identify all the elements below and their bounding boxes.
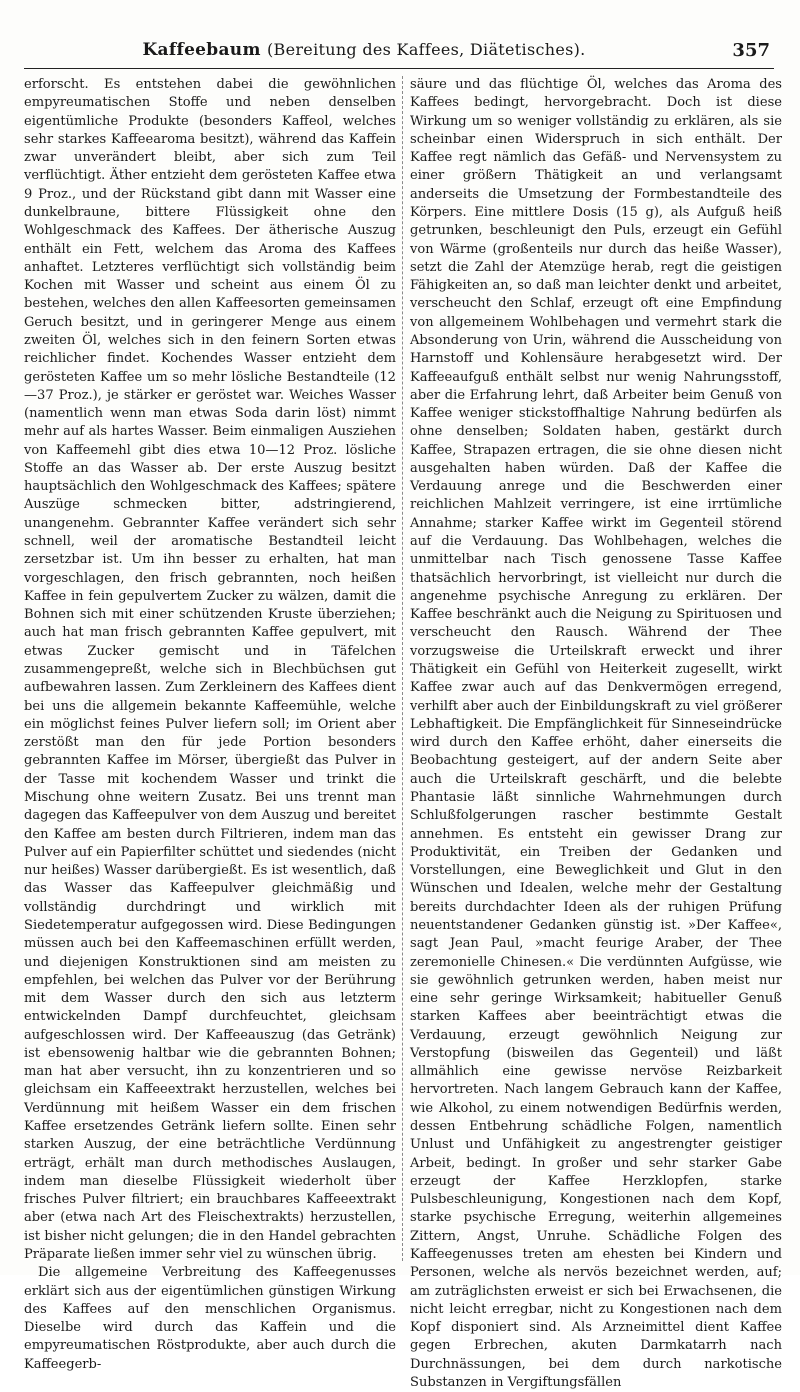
right-column	[410, 76, 782, 1390]
running-head-title: Kaffeebaum	[142, 40, 261, 60]
paragraph: säure und das flüchtige Öl, welches das Aroma des Kaffees bedingt, hervorgebracht. Doch ist diese Wirkung um so weniger vollständig zu erklären, als sie scheinbar einen Widerspruch in sich enthält. Der Kaffee regt nämlich das Gefäß- und Nervensystem zu einer größern Thätigkeit an und verlangsamt anderseits die Umsetzung der Formbestandteile des Körpers. Eine mittlere Dosis (15 g), als Aufguß heiß getrunken, beschleunigt den Puls, erzeugt ein Gefühl von Wärme (großenteils nur durch das heiße Wasser), setzt die Zahl der Atemzüge herab, regt die geistigen Fähigkeiten an, so daß man leichter denkt und arbeitet, verscheucht den Schlaf, erzeugt oft eine Empfindung von allgemeinem Wohlbehagen und vermehrt stark die Absonderung von Urin, während die Ausscheidung von Harnstoff und Kohlensäure herabgesetzt wird. Der Kaffeeaufguß enthält selbst nur wenig Nahrungsstoff, aber die Erfahrung lehrt, daß Arbeiter beim Genuß von Kaffee weniger stickstoffhaltige Nahrung bedürfen als ohne denselben; Soldaten haben, gestärkt durch Kaffee, Strapazen ertragen, die sie ohne diesen nicht ausgehalten haben würden. Daß der Kaffee die Verdauung anrege und die Beschwerden einer reichlichen Mahlzeit verringere, ist eine irrtümliche Annahme; starker Kaffee wirkt im Gegenteil störend auf die Verdauung. Das Wohlbehagen, welches die unmittelbar nach Tisch genossene Tasse Kaffee thatsächlich hervorbringt, ist vielleicht nur durch die angenehme psychische Anregung zu erklären. Der Kaffee beschränkt auch die Neigung zu Spirituosen und verscheucht den Rausch. Während der Thee vorzugsweise die Urteilskraft erweckt und ihrer Thätigkeit ein Gefühl von Heiterkeit zugesellt, wirkt Kaffee zwar auch auf das Denkvermögen erregend, verhilft aber auch der Einbildungskraft zu viel größerer Lebhaftigkeit. Die Empfänglichkeit für Sinneseindrücke wird durch den Kaffee erhöht, daher einerseits die Beobachtung gesteigert, auf der andern Seite aber auch die Urteilskraft geschärft, und die belebte Phantasie läßt sinnliche Wahrnehmungen durch Schlußfolgerungen rascher bestimmte Gestalt annehmen. Es entsteht ein gewisser Drang zur Produktivität, ein Treiben der Gedanken und Vorstellungen, eine Beweglichkeit und Glut in den Wünschen und Idealen, welche mehr der Gestaltung bereits durchdachter Ideen als der ruhigen Prüfung neuentstandener Gedanken günstig ist. »Der Kaffee«, sagt Jean Paul, »macht feurige Araber, der Thee zeremonielle Chinesen.« Die verdünnten Aufgüsse, wie sie gewöhnlich getrunken werden, haben meist nur eine sehr geringe Wirksamkeit; habitueller Genuß starken Kaffees aber beeinträchtigt etwas die Verdauung, erzeugt gewöhnlich Neigung zur Verstopfung (bisweilen das Gegenteil) und läßt allmählich eine gewisse nervöse Reizbarkeit hervortreten. Nach langem Gebrauch kann der Kaffee, wie Alkohol, zu einem notwendigen Bedürfnis werden, dessen Entbehrung schädliche Folgen, namentlich Unlust und Unfähigkeit zu angestrengter geistiger Arbeit, bedingt. In großer und sehr starker Gabe erzeugt der Kaffee Herzklopfen, starke Pulsbeschleunigung, Kongestionen nach dem Kopf, starke psychische Erregung, weiterhin allgemeines Zittern, Angst, Unruhe. Schädliche Folgen des Kaffeegenusses treten am ehesten bei Kindern und Personen, welche als nervös bezeichnet werden, auf; am zuträglichsten erweist er sich bei Erwachsenen, die nicht leicht erregbar, nicht zu Kongestionen nach dem Kopf disponiert sind. Als Arzneimittel dient Kaffee gegen Erbrechen, akuten Darmkatarrh nach Durchnässungen, bei dem durch narkotische Substanzen in Vergiftungsfällen	[410, 77, 782, 1390]
running-head	[24, 40, 704, 60]
paragraph: Die allgemeine Verbreitung des Kaffeegenusses erklärt sich aus der eigentümlichen günstigen Wirkung des Kaffees auf den menschlichen Organismus. Dieselbe wird durch das Kaffein und die empyreumatischen Röstprodukte, aber auch durch die Kaffeegerb-	[24, 1265, 396, 1372]
left-column	[24, 76, 396, 1372]
page-header	[24, 38, 774, 69]
page-body	[24, 76, 784, 1390]
column-divider	[402, 76, 403, 1261]
page-number: 357	[732, 40, 770, 61]
running-head-subtitle: (Bereitung des Kaffees, Diätetisches).	[266, 40, 586, 59]
paragraph: erforscht. Es entstehen dabei die gewöhnlichen empyreumatischen Stoffe und neben denselben eigentümliche Produkte (besonders Kaffeol, welches sehr starkes Kaffeearoma besitzt), während das Kaffein zwar unverändert bleibt, aber sich zum Teil verflüchtigt. Äther entzieht dem gerösteten Kaffee etwa 9 Proz., und der Rückstand gibt dann mit Wasser eine dunkelbraune, bittere Flüssigkeit ohne den Wohlgeschmack des Kaffees. Der ätherische Auszug enthält ein Fett, welchem das Aroma des Kaffees anhaftet. Letzteres verflüchtigt sich vollständig beim Kochen mit Wasser und scheint aus einem Öl zu bestehen, welches den allen Kaffeesorten gemeinsamen Geruch besitzt, und in geringerer Menge aus einem zweiten Öl, welches sich in den feinern Sorten etwas reichlicher findet. Kochendes Wasser entzieht dem gerösteten Kaffee um so mehr lösliche Bestandteile (12—37 Proz.), je stärker er geröstet war. Weiches Wasser (namentlich wenn man etwas Soda darin löst) nimmt mehr auf als hartes Wasser. Beim einmaligen Ausziehen von Kaffeemehl gibt dies etwa 10—12 Proz. lösliche Stoffe an das Wasser ab. Der erste Auszug besitzt hauptsächlich den Wohlgeschmack des Kaffees; spätere Auszüge schmecken bitter, adstringierend, unangenehm. Gebrannter Kaffee verändert sich sehr schnell, weil der aromatische Bestandteil leicht zersetzbar ist. Um ihn besser zu erhalten, hat man vorgeschlagen, den frisch gebrannten, noch heißen Kaffee in fein gepulvertem Zucker zu wälzen, damit die Bohnen sich mit einer schützenden Kruste überziehen; auch hat man frisch gebrannten Kaffee gepulvert, mit etwas Zucker gemischt und in Täfelchen zusammengepreßt, welche sich in Blechbüchsen gut aufbewahren lassen. Zum Zerkleinern des Kaffees dient bei uns die allgemein bekannte Kaffeemühle, welche ein möglichst feines Pulver liefern soll; im Orient aber zerstößt man den für jede Portion besonders gebrannten Kaffee im Mörser, übergießt das Pulver in der Tasse mit kochendem Wasser und trinkt die Mischung ohne weitern Zusatz. Bei uns trennt man dagegen das Kaffeepulver von dem Auszug und bereitet den Kaffee am besten durch Filtrieren, indem man das Pulver auf ein Papierfilter schüttet und siedendes (nicht nur heißes) Wasser darübergießt. Es ist wesentlich, daß das Wasser das Kaffeepulver gleichmäßig und vollständig durchdringt und wirklich mit Siedetemperatur aufgegossen wird. Diese Bedingungen müssen auch bei den Kaffeemaschinen erfüllt werden, und diejenigen Konstruktionen sind am meisten zu empfehlen, bei welchen das Pulver vor der Berührung mit dem Wasser durch den sich aus letzterm entwickelnden Dampf durchfeuchtet, gleichsam aufgeschlossen wird. Der Kaffeeauszug (das Getränk) ist ebensowenig haltbar wie die gebrannten Bohnen; man hat aber versucht, ihn zu konzentrieren und so gleichsam ein Kaffeeextrakt herzustellen, welches bei Verdünnung mit heißem Wasser ein dem frischen Kaffee ersetzendes Getränk liefern sollte. Einen sehr starken Auszug, der eine beträchtliche Verdünnung erträgt, erhält man durch methodisches Auslaugen, indem man dieselbe Flüssigkeit wiederholt über frisches Pulver filtriert; ein brauchbares Kaffeeextrakt aber (etwa nach Art des Fleischextrakts) herzustellen, ist bisher nicht gelungen; die in den Handel gebrachten Präparate ließen immer sehr viel zu wünschen übrig.	[24, 77, 396, 1262]
